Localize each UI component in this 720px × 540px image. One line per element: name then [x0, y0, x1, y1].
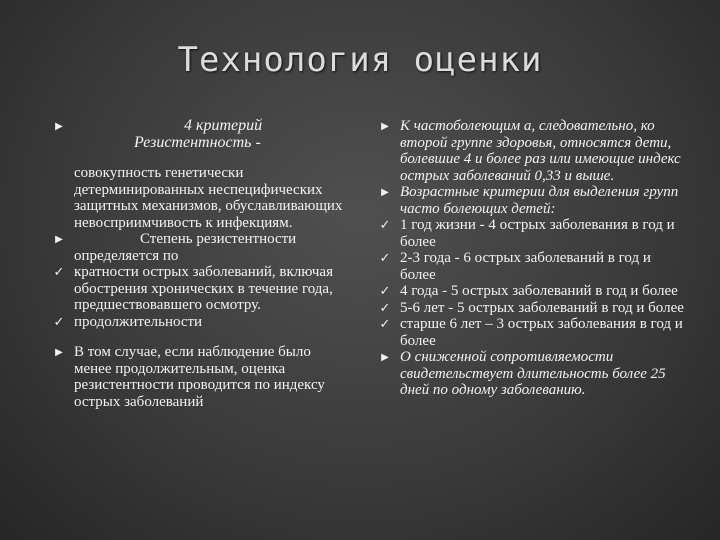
triangle-right-icon: ▶ — [55, 234, 63, 245]
bullet-item-resistance — [378, 349, 688, 399]
checkmark-icon: ✓ — [379, 250, 391, 265]
degree-item — [52, 231, 352, 264]
note-text: В том случае, если наблюдение было менее продолжительным, оценка резистентности проводится по индексу острых заболеваний — [74, 344, 325, 410]
checkmark-icon: ✓ — [53, 313, 65, 329]
note-item — [52, 344, 352, 410]
checkmark-icon: ✓ — [379, 316, 391, 331]
slide-title: Технология оценки — [177, 40, 543, 80]
check-item-frequency — [52, 264, 352, 314]
check-text: продолжительности — [74, 313, 203, 330]
triangle-right-icon: ▶ — [55, 121, 63, 132]
bullet-item-criteria — [378, 184, 688, 217]
checkmark-icon: ✓ — [53, 264, 65, 279]
bullet-text: К частоболеющим а, следовательно, ко второй группе здоровья, относятся дети, болевшие 4 и более раз или имеющие индекс острых заболеваний 0,33 и выше. — [400, 118, 681, 184]
criterion-name: Резистентность - — [134, 133, 261, 151]
definition-text: совокупность генетически детерминированных неспецифических защитных механизмов, обуславливающих невосприимчивость к инфекциям. — [74, 165, 343, 231]
age-item — [378, 217, 688, 250]
left-heading — [52, 118, 352, 151]
checkmark-icon: ✓ — [379, 283, 391, 298]
degree-line1: Степень резистентности — [140, 231, 297, 247]
age-text: 2-3 года - 6 острых заболеваний в год и более — [400, 250, 651, 283]
age-item — [378, 300, 688, 317]
checkmark-icon: ✓ — [379, 299, 391, 315]
bullet-text: О сниженной сопротивляемости свидетельствует длительность более 25 дней по одному заболеванию. — [400, 349, 666, 398]
age-text: старше 6 лет – 3 острых заболевания в год и более — [400, 316, 683, 349]
check-item-duration — [52, 314, 352, 331]
age-text: 1 год жизни - 4 острых заболевания в год и более — [400, 217, 675, 250]
age-item — [378, 316, 688, 349]
degree-line2: определяется по — [74, 247, 179, 264]
bullet-text: Возрастные критерии для выделения групп часто болеющих детей: — [400, 184, 679, 217]
criterion-number: 4 критерий — [184, 117, 263, 134]
age-item — [378, 250, 688, 283]
left-column — [52, 118, 352, 410]
right-column — [378, 118, 688, 399]
triangle-right-icon: ▶ — [381, 187, 389, 198]
age-text: 5-6 лет - 5 острых заболеваний в год и более — [400, 299, 684, 316]
age-text: 4 года - 5 острых заболеваний в год и более — [400, 283, 678, 299]
checkmark-icon: ✓ — [379, 217, 391, 232]
triangle-right-icon: ▶ — [381, 352, 389, 363]
check-text: кратности острых заболеваний, включая обострения хронических в течение года, предшествовавшего осмотру. — [74, 264, 333, 313]
bullet-item-frequent — [378, 118, 688, 184]
age-item — [378, 283, 688, 300]
triangle-right-icon: ▶ — [55, 347, 63, 358]
triangle-right-icon: ▶ — [381, 121, 389, 132]
